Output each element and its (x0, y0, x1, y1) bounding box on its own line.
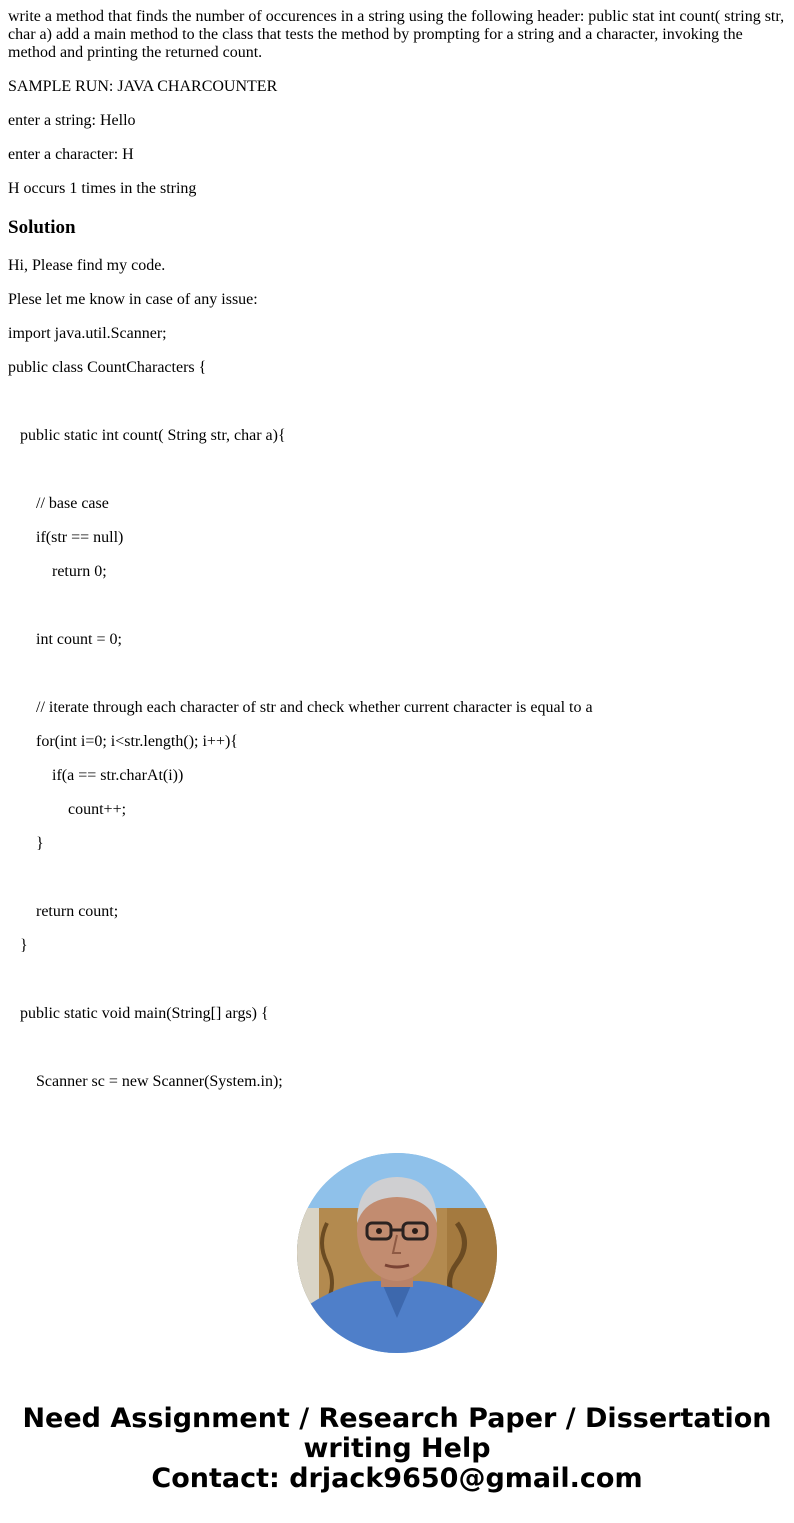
code-line: return 0; (52, 563, 107, 580)
portrait-image (297, 1153, 497, 1353)
code-line: return count; (36, 903, 119, 920)
code-comment: // base case (36, 495, 109, 512)
code-line: Scanner sc = new Scanner(System.in); (36, 1073, 283, 1090)
code-line: public static int count( String str, char a){ (20, 427, 286, 444)
sample-run-label: SAMPLE RUN: JAVA CHARCOUNTER (8, 78, 278, 95)
code-line: public static void main(String[] args) { (20, 1005, 269, 1022)
question-text: write a method that finds the number of occurences in a string using the following header: public stat int count( string str, char a) add a main method to the class that tests the method by prompting for a string and a character, invoking the method and printing the returned count. (8, 8, 785, 61)
code-line: for(int i=0; i<str.length(); i++){ (36, 733, 238, 750)
solution-intro: Hi, Please find my code. (8, 257, 166, 274)
code-line: import java.util.Scanner; (8, 325, 167, 342)
code-line: int count = 0; (36, 631, 122, 648)
code-line: public class CountCharacters { (8, 359, 207, 376)
sample-prompt-string: enter a string: Hello (8, 112, 136, 129)
code-line: if(a == str.charAt(i)) (52, 767, 184, 784)
banner-line-2: writing Help (303, 1433, 491, 1464)
solution-heading: Solution (8, 217, 76, 238)
contact-line: Contact: drjack9650@gmail.com (151, 1463, 643, 1494)
sample-prompt-char: enter a character: H (8, 146, 134, 163)
author-photo (297, 1153, 497, 1353)
code-line: } (20, 937, 28, 954)
banner-line-1: Need Assignment / Research Paper / Dissertation (22, 1403, 772, 1434)
sample-result: H occurs 1 times in the string (8, 180, 197, 197)
document-body (8, 0, 788, 1090)
solution-note: Plese let me know in case of any issue: (8, 291, 258, 308)
code-comment: // iterate through each character of str and check whether current character is equal to a (36, 699, 593, 716)
code-line: } (36, 835, 44, 852)
code-line: if(str == null) (36, 529, 124, 546)
code-line: count++; (68, 801, 127, 818)
